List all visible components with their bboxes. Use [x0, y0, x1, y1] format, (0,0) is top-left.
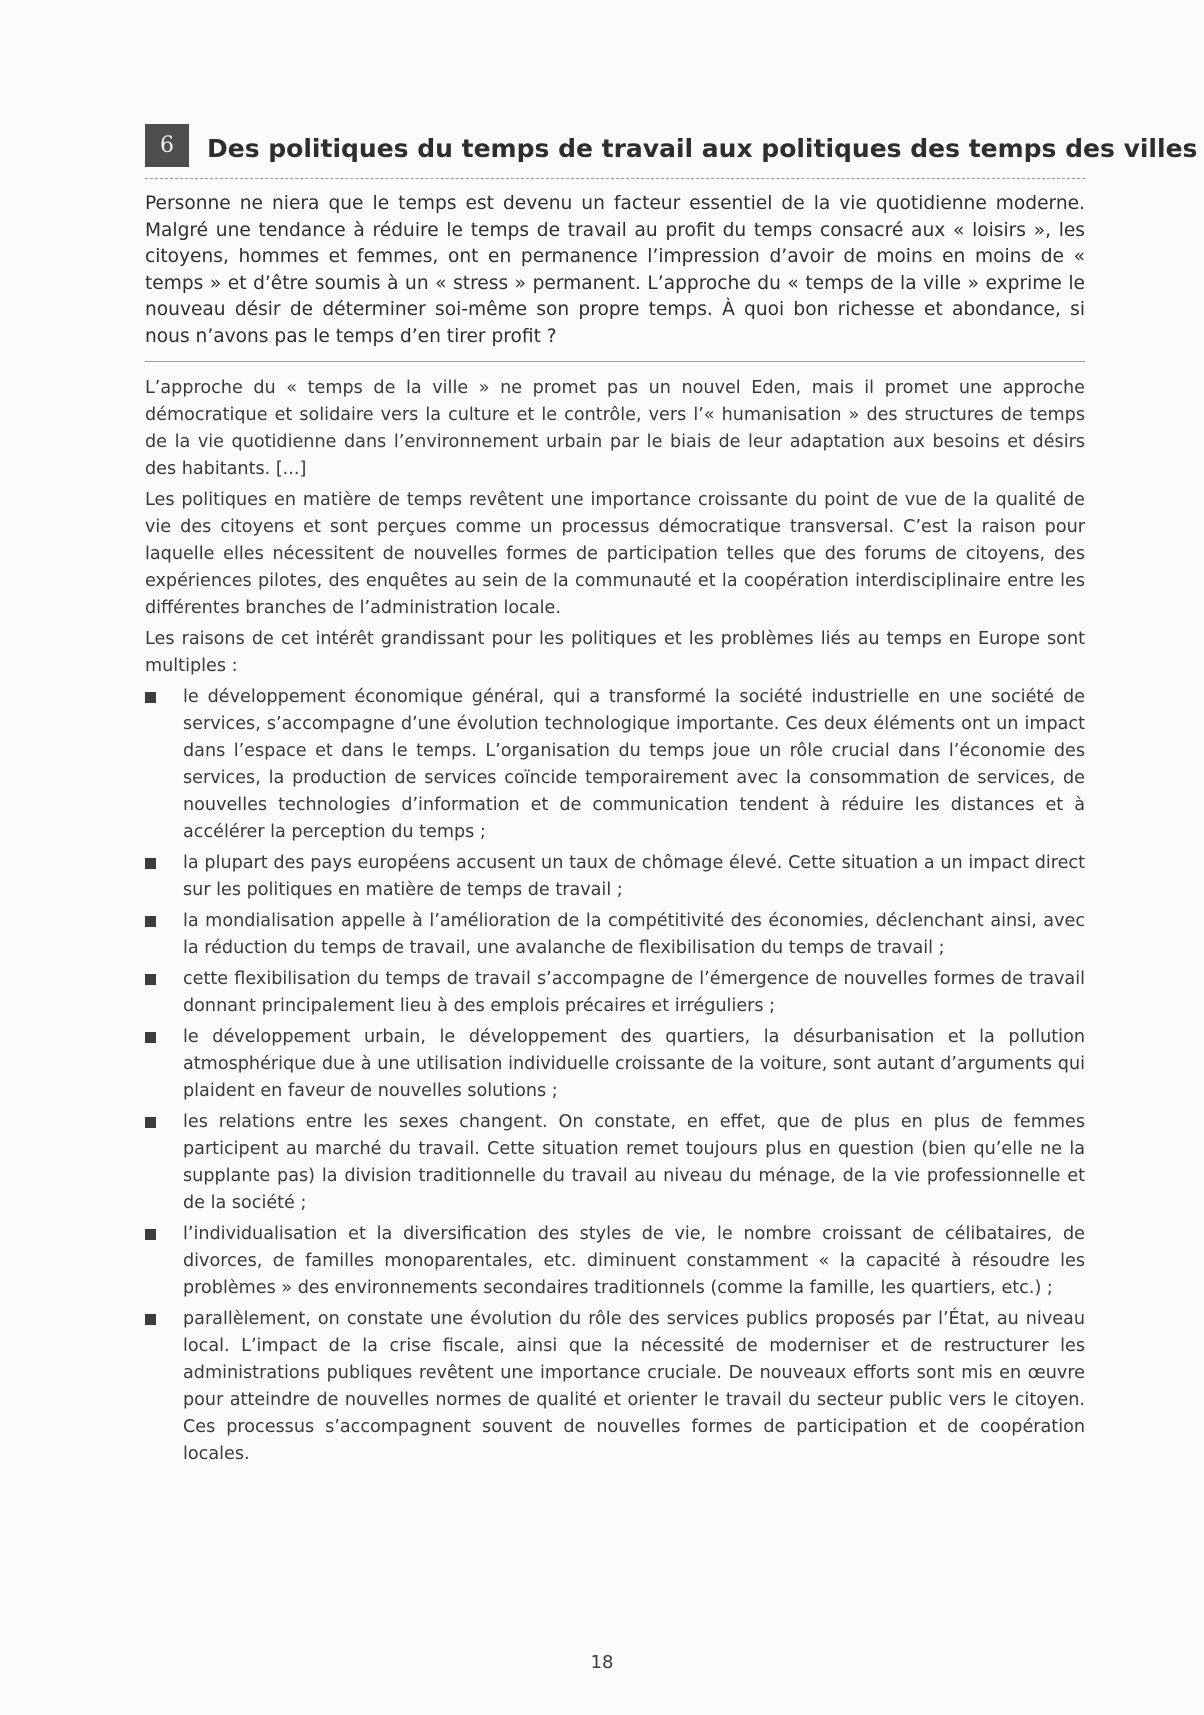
- list-item: [145, 966, 1085, 1020]
- list-item-text: cette flexibilisation du temps de travail s’accompagne de l’émergence de nouvelles formes de travail donnant principalement lieu à des emplois précaires et irréguliers ;: [183, 969, 1085, 1016]
- list-item: [145, 1306, 1085, 1468]
- square-bullet-icon: [145, 916, 156, 927]
- header-divider: [145, 178, 1085, 179]
- list-item-text: le développement urbain, le développement des quartiers, la désurbanisation et la pollution atmosphérique due à une utilisation individuelle croissante de la voiture, sont autant d’arguments qui plaident en faveur de nouvelles solutions ;: [183, 1027, 1085, 1101]
- list-item: [145, 684, 1085, 846]
- section-title: Des politiques du temps de travail aux politiques des temps des villes: [207, 134, 1198, 163]
- square-bullet-icon: [145, 692, 156, 703]
- square-bullet-icon: [145, 1117, 156, 1128]
- paragraph-1: L’approche du « temps de la ville » ne promet pas un nouvel Eden, mais il promet une approche démocratique et solidaire vers la culture et le contrôle, vers l’« humanisation » des structures de temps de la vie quotidienne dans l’environnement urbain par le biais de leur adaptation aux besoins et désirs des habitants. [...]: [145, 378, 1085, 479]
- square-bullet-icon: [145, 1032, 156, 1043]
- intro-paragraph: Personne ne niera que le temps est devenu un facteur essentiel de la vie quotidienne moderne. Malgré une tendance à réduire le temps de travail au profit du temps consacré aux « loisirs », les citoyens, hommes et femmes, ont en permanence l’impression d’avoir de moins en moins de « temps » et d’être soumis à un « stress » permanent. L’approche du « temps de la ville » exprime le nouveau désir de déterminer soi-même son propre temps. À quoi bon richesse et abondance, si nous n’avons pas le temps d’en tirer profit ?: [145, 193, 1085, 347]
- section-number-badge: 6: [145, 124, 189, 167]
- square-bullet-icon: [145, 858, 156, 869]
- body-text: [145, 375, 1085, 1472]
- reasons-list: [145, 684, 1085, 1468]
- square-bullet-icon: [145, 1314, 156, 1325]
- list-item: [145, 850, 1085, 904]
- list-item-text: les relations entre les sexes changent. On constate, en effet, que de plus en plus de femmes participent au marché du travail. Cette situation remet toujours plus en question (bien qu’elle ne la supplante pas) la division traditionnelle du travail au niveau du ménage, de la vie professionnelle et de la société ;: [183, 1112, 1085, 1213]
- square-bullet-icon: [145, 974, 156, 985]
- list-item: [145, 1024, 1085, 1105]
- paragraph-3: Les raisons de cet intérêt grandissant pour les politiques et les problèmes liés au temps en Europe sont multiples :: [145, 629, 1085, 676]
- square-bullet-icon: [145, 1229, 156, 1240]
- list-item: [145, 908, 1085, 962]
- list-item-text: la plupart des pays européens accusent un taux de chômage élevé. Cette situation a un impact direct sur les politiques en matière de temps de travail ;: [183, 853, 1085, 900]
- list-item: [145, 1221, 1085, 1302]
- section-header: [145, 124, 1198, 180]
- intro-divider: [145, 361, 1085, 362]
- paragraph-2: Les politiques en matière de temps revêtent une importance croissante du point de vue de la qualité de vie des citoyens et sont perçues comme un processus démocratique transversal. C’est la raison pour laquelle elles nécessitent de nouvelles formes de participation telles que des forums de citoyens, des expériences pilotes, des enquêtes au sein de la communauté et la coopération interdisciplinaire entre les différentes branches de l’administration locale.: [145, 490, 1085, 618]
- list-item-text: l’individualisation et la diversification des styles de vie, le nombre croissant de célibataires, de divorces, de familles monoparentales, etc. diminuent constamment « la capacité à résoudre les problèmes » des environnements secondaires traditionnels (comme la famille, les quartiers, etc.) ;: [183, 1224, 1085, 1298]
- list-item: [145, 1109, 1085, 1217]
- list-item-text: parallèlement, on constate une évolution du rôle des services publics proposés par l’État, au niveau local. L’impact de la crise fiscale, ainsi que la nécessité de moderniser et de restructurer les administrations publiques revêtent une importance cruciale. De nouveaux efforts sont mis en œuvre pour atteindre de nouvelles normes de qualité et orienter le travail du secteur public vers le citoyen. Ces processus s’accompagnent souvent de nouvelles formes de participation et de coopération locales.: [183, 1309, 1085, 1464]
- list-item-text: le développement économique général, qui a transformé la société industrielle en une société de services, s’accompagne d’une évolution technologique importante. Ces deux éléments ont un impact dans l’espace et dans le temps. L’organisation du temps joue un rôle crucial dans l’économie des services, la production de services coïncide temporairement avec la consommation de services, de nouvelles technologies d’information et de communication tendent à réduire les distances et à accélérer la perception du temps ;: [183, 687, 1085, 842]
- page-number: 18: [590, 1652, 614, 1673]
- list-item-text: la mondialisation appelle à l’amélioration de la compétitivité des économies, déclenchant ainsi, avec la réduction du temps de travail, une avalanche de flexibilisation du temps de travail ;: [183, 911, 1085, 958]
